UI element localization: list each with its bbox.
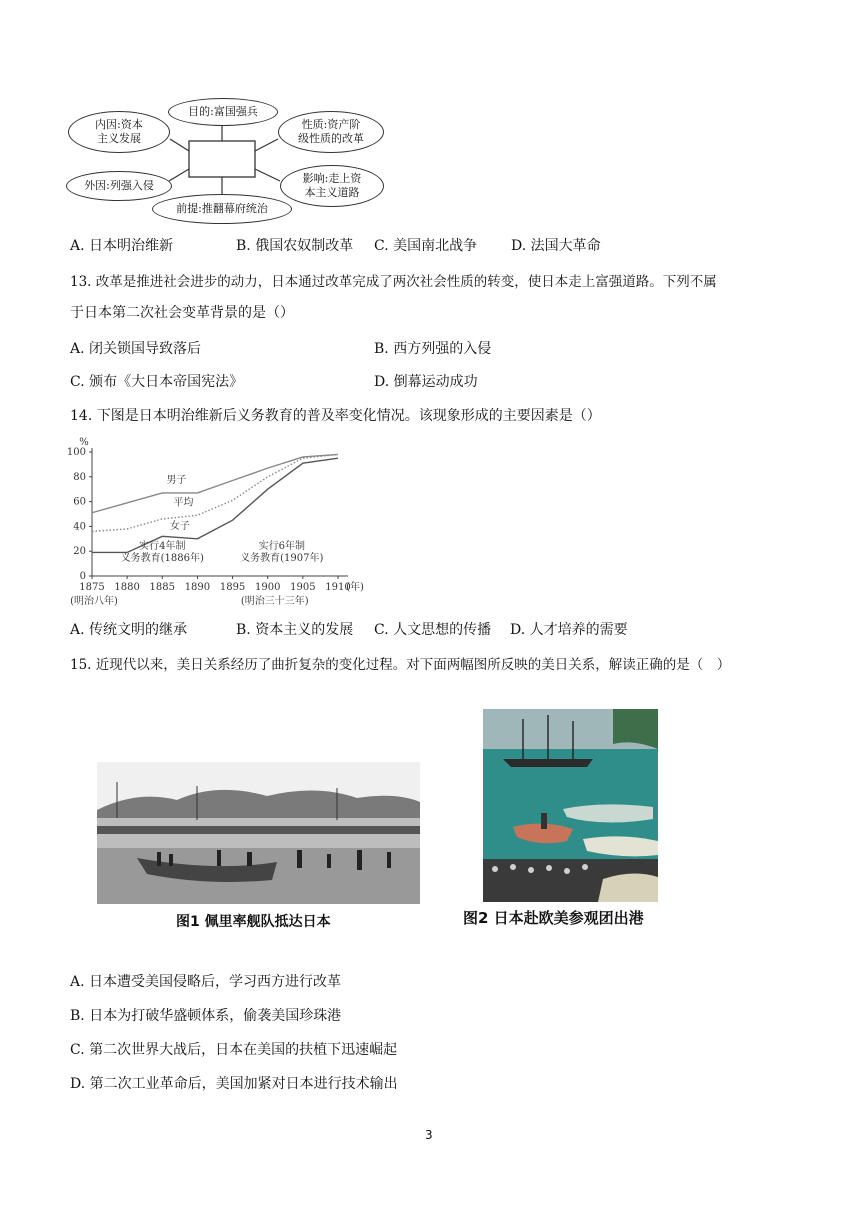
- q14-option-c: C. 人文思想的传播: [374, 622, 492, 638]
- mindmap-diagram: [66, 95, 386, 225]
- series-line-1: [92, 454, 338, 531]
- x-tick-label-1885: 1885: [149, 582, 176, 593]
- series-label-male: 男子: [166, 475, 187, 486]
- mindmap-node-nature: 性质:资产阶 级性质的改革: [278, 111, 384, 153]
- x-axis-label: (年): [346, 582, 364, 593]
- x-tick-label-1875: 1875: [79, 582, 105, 593]
- annotation-4yr-line1: 实行4年制: [139, 541, 186, 553]
- series-label-average: 平均: [173, 497, 194, 509]
- q13-stem-line2: 于日本第二次社会变革背景的是（）: [70, 305, 294, 321]
- q15-option-c: C. 第二次世界大战后，日本在美国的扶植下迅速崛起: [70, 1042, 398, 1058]
- x-tick-label-1905: 1905: [290, 582, 316, 593]
- q13-option-d: D. 倒幕运动成功: [374, 374, 478, 390]
- mindmap-node-internal: 内因:资本 主义发展: [68, 111, 170, 153]
- era-label-1875: (明治八年): [70, 596, 118, 607]
- mindmap-node-external: 外因:列强入侵: [66, 171, 172, 201]
- q14-option-a: A. 传统文明的继承: [70, 622, 188, 638]
- enrollment-line-chart: [60, 432, 380, 612]
- q12-option-a: A. 日本明治维新: [70, 238, 174, 254]
- q15-stem: 15. 近现代以来，美日关系经历了曲折复杂的变化过程。对下面两幅图所反映的美日关系，解读正确的是（ ）: [70, 657, 731, 673]
- series-line-0: [92, 454, 338, 512]
- q15-option-a: A. 日本遭受美国侵略后，学习西方进行改革: [70, 974, 342, 990]
- y-tick-label-100: 100: [66, 447, 86, 458]
- series-label-female: 女子: [169, 520, 190, 532]
- mindmap-node-impact: 影响:走上资 本主义道路: [280, 165, 384, 207]
- figure2-mission-departure-image: [483, 709, 658, 902]
- mindmap-node-purpose: 目的:富国强兵: [168, 98, 278, 126]
- q12-option-c: C. 美国南北战争: [374, 238, 478, 254]
- q12-option-d: D. 法国大革命: [511, 238, 601, 254]
- figure2-caption: 图2 日本赴欧美参观团出港: [463, 909, 644, 927]
- x-tick-label-1890: 1890: [184, 582, 211, 593]
- figure1-perry-fleet-image: [97, 762, 420, 904]
- q14-option-b: B. 资本主义的发展: [236, 622, 354, 638]
- y-tick-label-0: 0: [79, 571, 86, 582]
- x-tick-label-1910: 1910: [325, 582, 351, 593]
- q13-option-b: B. 西方列强的入侵: [374, 341, 492, 357]
- figure1-caption: 图1 佩里率舰队抵达日本: [176, 914, 331, 930]
- q12-option-b: B. 俄国农奴制改革: [236, 238, 354, 254]
- port-painting-illustration: [483, 709, 658, 902]
- annotation-6yr-line1: 实行6年制: [258, 541, 305, 553]
- q13-stem-line1: 13. 改革是推进社会进步的动力，日本通过改革完成了两次社会性质的转变，使日本走上富强道路。下列不属: [70, 274, 717, 290]
- q13-option-c: C. 颁布《大日本帝国宪法》: [70, 374, 244, 390]
- y-tick-label-40: 40: [73, 521, 86, 533]
- q15-option-b: B. 日本为打破华盛顿体系，偷袭美国珍珠港: [70, 1008, 342, 1024]
- page-number: 3: [425, 1128, 433, 1142]
- q14-option-d: D. 人才培养的需要: [510, 622, 628, 638]
- era-label-1900: (明治三十三年): [240, 596, 309, 607]
- q14-stem: 14. 下图是日本明治维新后义务教育的普及率变化情况。该现象形成的主要因素是（）: [70, 408, 601, 424]
- y-axis-label: %: [79, 437, 89, 448]
- annotation-4yr-line2: 义务教育(1886年): [120, 553, 204, 565]
- q13-option-a: A. 闭关锁国导致落后: [70, 341, 202, 357]
- x-tick-label-1895: 1895: [219, 582, 246, 593]
- mindmap-node-premise: 前提:推翻幕府统治: [152, 194, 292, 224]
- annotation-6yr-line2: 义务教育(1907年): [240, 553, 324, 565]
- x-tick-label-1900: 1900: [254, 582, 281, 593]
- x-tick-label-1880: 1880: [114, 582, 140, 593]
- mindmap-center-box: [189, 141, 255, 177]
- y-tick-label-80: 80: [73, 471, 86, 483]
- series-line-2: [92, 458, 338, 552]
- y-tick-label-60: 60: [73, 496, 86, 508]
- harbor-scene-illustration: [97, 762, 420, 904]
- q15-option-d: D. 第二次工业革命后，美国加紧对日本进行技术输出: [70, 1076, 398, 1092]
- y-tick-label-20: 20: [73, 546, 86, 558]
